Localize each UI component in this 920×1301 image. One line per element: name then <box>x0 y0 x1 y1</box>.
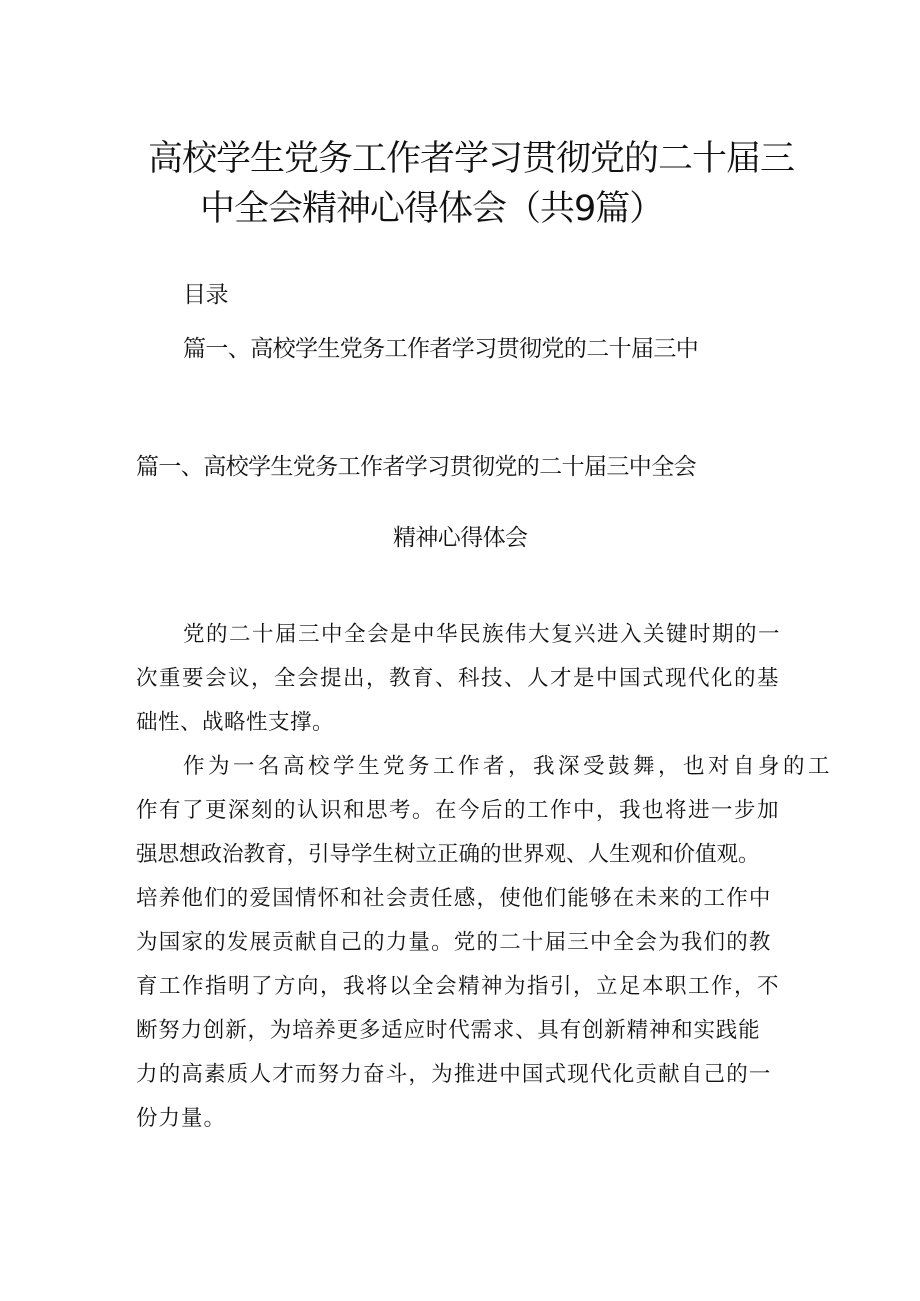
body-line: 作为一名高校学生党务工作者，我深受鼓舞，也对自身的工 <box>183 754 834 779</box>
section-heading-line-1: 篇一、高校学生党务工作者学习贯彻党的二十届三中全会 <box>136 454 697 480</box>
body-line: 断努力创新，为培养更多适应时代需求、具有创新精神和实践能 <box>136 1018 761 1043</box>
body-line: 础性、战略性支撑。 <box>136 710 335 735</box>
body-line: 强思想政治教育，引导学生树立正确的世界观、人生观和价值观。 <box>136 842 760 867</box>
body-line: 培养他们的爱国情怀和社会责任感，使他们能够在未来的工作中 <box>136 886 772 911</box>
body-line: 力的高素质人才而努力奋斗，为推进中国式现代化贡献自己的一 <box>136 1062 772 1087</box>
body-line: 育工作指明了方向，我将以全会精神为指引，立足本职工作，不 <box>136 974 781 999</box>
body-line: 作有了更深刻的认识和思考。在今后的工作中，我也将进一步加 <box>136 798 781 823</box>
body-line: 份力量。 <box>136 1106 227 1131</box>
body-line: 为国家的发展贡献自己的力量。党的二十届三中全会为我们的教 <box>136 930 772 955</box>
body-line: 党的二十届三中全会是中华民族伟大复兴进入关键时期的一 <box>183 622 782 647</box>
body-line: 次重要会议，全会提出，教育、科技、人才是中国式现代化的基 <box>136 666 781 691</box>
section-heading-line-2: 精神心得体会 <box>393 525 528 551</box>
toc-label: 目录 <box>183 282 228 308</box>
toc-item-1[interactable]: 篇一、高校学生党务工作者学习贯彻党的二十届三中 <box>183 336 699 362</box>
document-title-line-2: 中全会精神心得体会（共9篇） <box>200 189 664 229</box>
document-title-line-1: 高校学生党务工作者学习贯彻党的二十届三 <box>148 139 795 179</box>
